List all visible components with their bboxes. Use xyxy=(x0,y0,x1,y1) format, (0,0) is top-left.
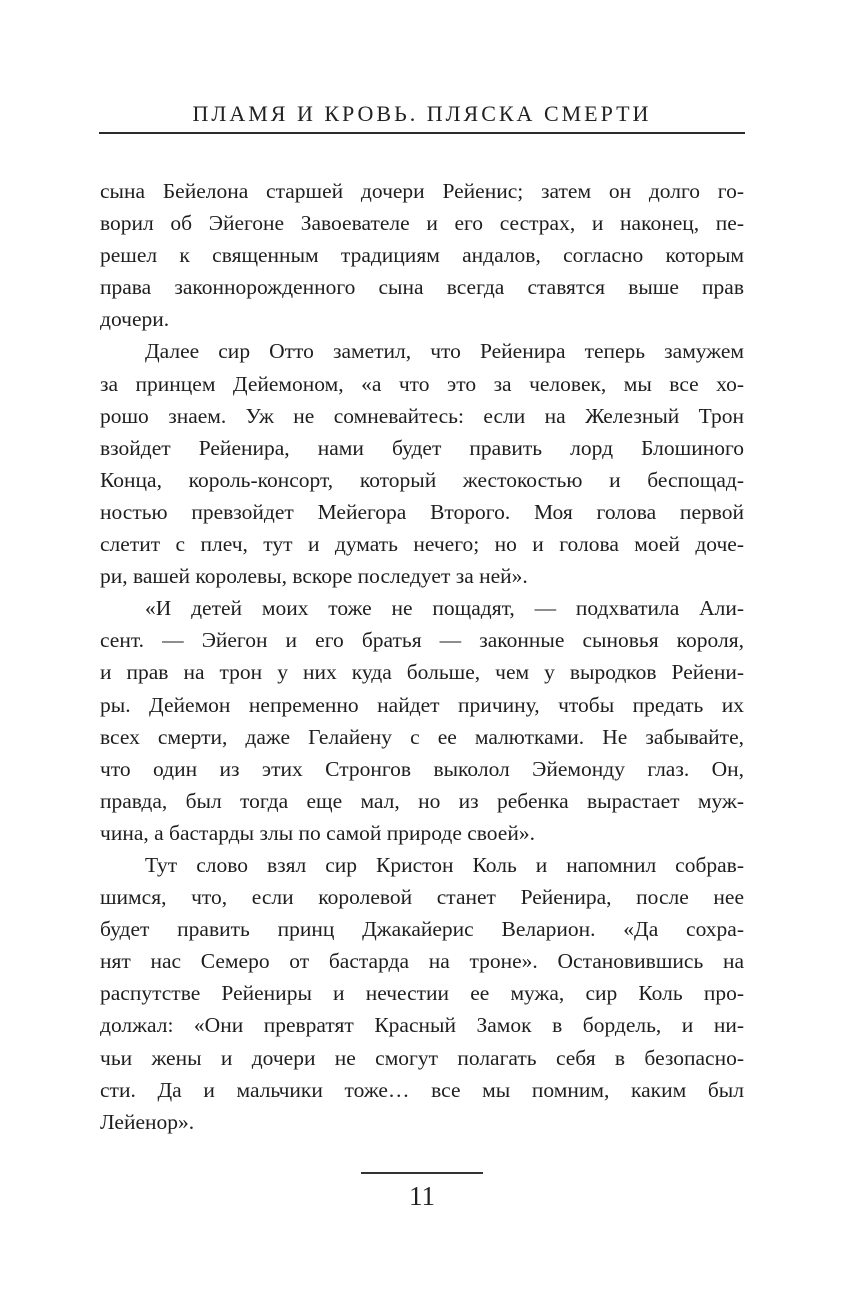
text-line: чина, а бастарды злы по самой природе своей». xyxy=(100,820,535,845)
text-line: за принцем Дейемоном, «а что это за человек, мы все хо- xyxy=(100,371,744,396)
page-header xyxy=(0,0,844,134)
text-line: шимся, что, если королевой станет Рейенира, после нее xyxy=(100,885,744,910)
text-line: Тут слово взял сир Кристон Коль и напомнил собрав- xyxy=(145,852,744,877)
text-line: взойдет Рейенира, нами будет править лорд Блошиного xyxy=(100,435,744,460)
text-line: распутстве Рейениры и нечестии ее мужа, сир Коль про- xyxy=(100,981,744,1006)
text-line: будет править принц Джакайерис Веларион. «Да сохра- xyxy=(100,917,744,942)
body-text xyxy=(100,175,744,1138)
text-line: правда, был тогда еще мал, но из ребенка вырастает муж- xyxy=(100,788,744,813)
text-line: ворил об Эйегоне Завоевателе и его сестрах, и наконец, пе- xyxy=(100,211,744,236)
running-title: ПЛАМЯ И КРОВЬ. ПЛЯСКА СМЕРТИ xyxy=(192,101,652,126)
text-line: ри, вашей королевы, вскоре последует за ней». xyxy=(100,564,528,589)
text-line: и прав на трон у них куда больше, чем у выродков Рейени- xyxy=(100,660,744,685)
text-line: чьи жены и дочери не смогут полагать себя в безопасно- xyxy=(100,1045,744,1070)
footer-rule xyxy=(361,1172,483,1174)
page-footer xyxy=(0,1172,844,1211)
text-line: Лейенор». xyxy=(100,1109,195,1134)
text-line: рошо знаем. Уж не сомневайтесь: если на Железный Трон xyxy=(100,403,744,428)
text-line: всех смерти, даже Гелайену с ее малютками. Не забывайте, xyxy=(100,724,744,749)
text-line: Далее сир Отто заметил, что Рейенира теперь замужем xyxy=(145,339,744,364)
text-line: сти. Да и мальчики тоже… все мы помним, каким был xyxy=(100,1077,744,1102)
text-line: сент. — Эйегон и его братья — законные сыновья короля, xyxy=(100,628,744,653)
text-line: дочери. xyxy=(100,307,170,332)
text-line: «И детей моих тоже не пощадят, — подхватила Али- xyxy=(145,596,744,621)
text-line: должал: «Они превратят Красный Замок в бордель, и ни- xyxy=(100,1013,744,1038)
text-line: Конца, король-консорт, который жестокостью и беспощад- xyxy=(100,467,744,492)
text-line: ностью превзойдет Мейегора Второго. Моя голова первой xyxy=(100,499,744,524)
text-line: нят нас Семеро от бастарда на троне». Остановившись на xyxy=(100,949,744,974)
page-number: 11 xyxy=(409,1180,435,1211)
text-line: сына Бейелона старшей дочери Рейенис; затем он долго го- xyxy=(100,179,744,203)
text-line: права законнорожденного сына всегда ставятся выше прав xyxy=(100,275,744,300)
text-line: что один из этих Стронгов выколол Эйемонду глаз. Он, xyxy=(100,756,744,781)
text-line: ры. Дейемон непременно найдет причину, чтобы предать их xyxy=(100,692,744,717)
text-line: слетит с плеч, тут и думать нечего; но и голова моей доче- xyxy=(100,532,744,557)
text-line: решел к священным традициям андалов, согласно которым xyxy=(100,243,744,268)
header-rule xyxy=(99,132,745,134)
